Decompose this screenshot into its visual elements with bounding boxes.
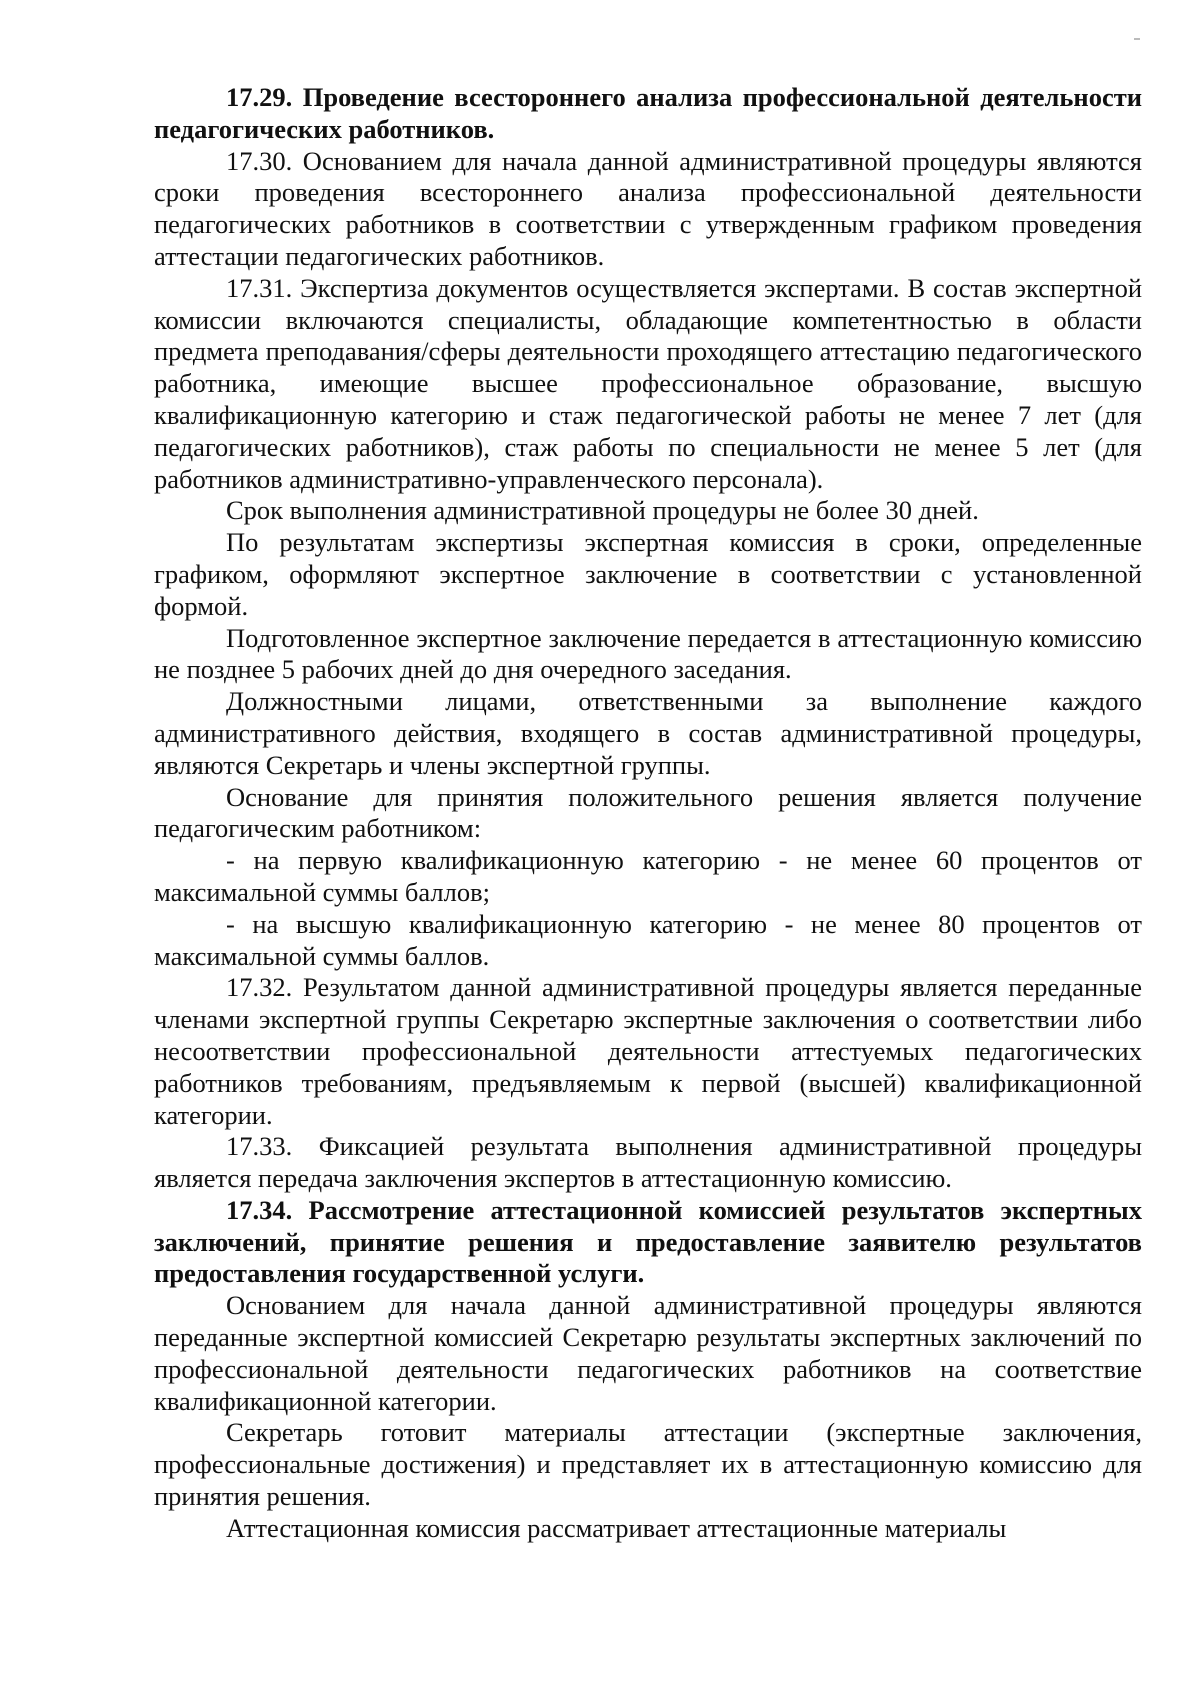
paragraph-positive-decision: Основание для принятия положительного решения является получение педагогическим работником:: [154, 781, 1142, 844]
paragraph-basis: Основанием для начала данной административной процедуры являются переданные экспертной комиссией Секретарю результаты экспертных заключений по профессиональной деятельности педагогических работников на соответствие квалификационной категории.: [154, 1290, 1142, 1416]
scan-artifact: [1134, 38, 1140, 40]
section-heading-17-29: 17.29. Проведение всестороннего анализа профессиональной деятельности педагогических работников.: [154, 82, 1142, 144]
paragraph-responsible-persons: Должностными лицами, ответственными за выполнение каждого административного действия, входящего в состав административной процедуры, являются Секретарь и члены экспертной группы.: [154, 686, 1142, 780]
section-heading-17-34: 17.34. Рассмотрение аттестационной комиссией результатов экспертных заключений, принятие решения и предоставление заявителю результатов предоставления государственной услуги.: [154, 1194, 1142, 1289]
paragraph-secretary: Секретарь готовит материалы аттестации (экспертные заключения, профессиональные достижения) и представляет их в аттестационную комиссию для принятия решения.: [154, 1417, 1142, 1512]
list-item-first-category: - на первую квалификационную категорию - не менее 60 процентов от максимальной суммы баллов;: [154, 845, 1142, 907]
list-item-highest-category: - на высшую квалификационную категорию - не менее 80 процентов от максимальной суммы баллов.: [154, 908, 1142, 971]
paragraph-17-31: 17.31. Экспертиза документов осуществляется экспертами. В состав экспертной комиссии включаются специалисты, обладающие компетентностью в области предмета преподавания/сферы деятельности проходящего аттестацию педагогического работника, имеющие высшее профессиональное образование, высшую квалификационную категорию и стаж педагогической работы не менее 7 лет (для педагогических работников), стаж работы по специальности не менее 5 лет (для работников административно-управленческого персонала).: [154, 272, 1142, 494]
document-body: [154, 82, 1142, 1545]
paragraph-expert-results: По результатам экспертизы экспертная комиссия в сроки, определенные графиком, оформляют экспертное заключение в соответствии с установленной формой.: [154, 527, 1142, 621]
paragraph-17-30: 17.30. Основанием для начала данной административной процедуры являются сроки проведения всестороннего анализа профессиональной деятельности педагогических работников в соответствии с утвержденным графиком проведения аттестации педагогических работников.: [154, 145, 1142, 271]
paragraph-17-33: 17.33. Фиксацией результата выполнения административной процедуры является передача заключения экспертов в аттестационную комиссию.: [154, 1131, 1142, 1194]
paragraph-deadline: Срок выполнения административной процедуры не более 30 дней.: [226, 495, 979, 526]
paragraph-17-32: 17.32. Результатом данной административной процедуры является переданные членами экспертной группы Секретарю экспертные заключения о соответствии либо несоответствии профессиональной деятельности аттестуемых педагогических работников требованиям, предъявляемым к первой (высшей) квалификационной категории.: [154, 972, 1142, 1130]
paragraph-commission-review: Аттестационная комиссия рассматривает аттестационные материалы: [226, 1512, 1007, 1543]
paragraph-conclusion-transfer: Подготовленное экспертное заключение передается в аттестационную комиссию не позднее 5 рабочих дней до дня очередного заседания.: [154, 622, 1142, 685]
